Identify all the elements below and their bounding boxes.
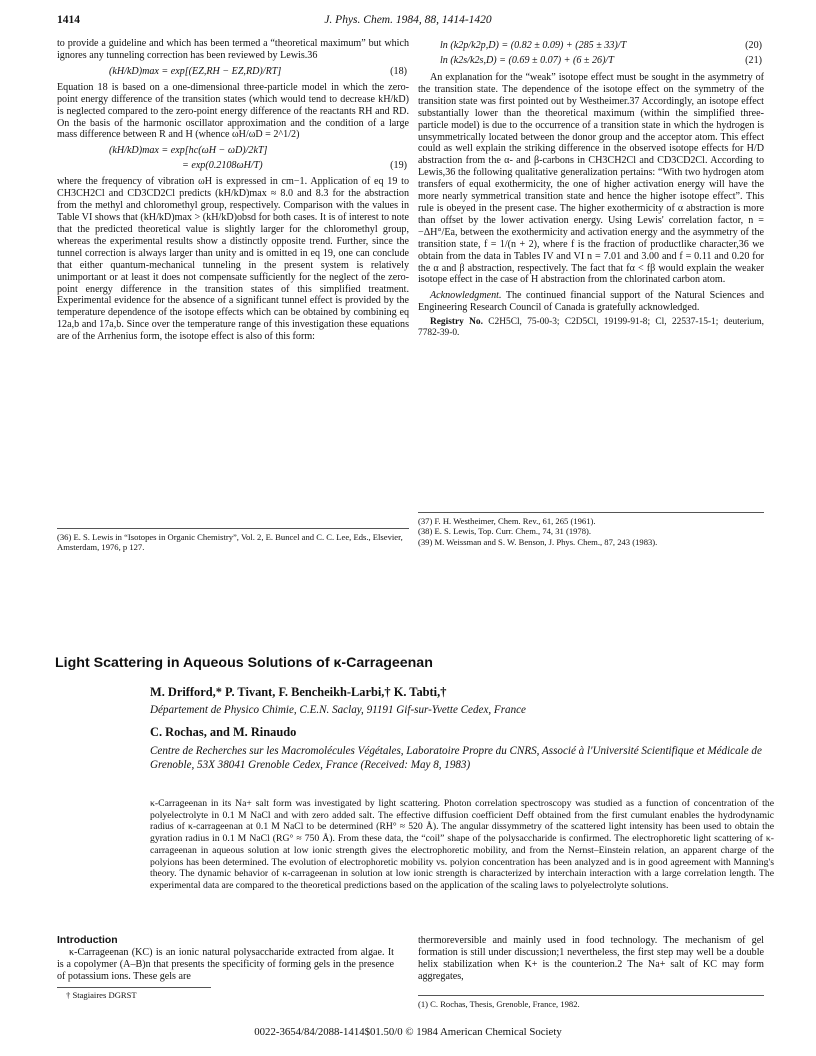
footnote-39: (39) M. Weissman and S. W. Benson, J. Phys. Chem., 87, 243 (1983). [418,536,658,547]
footnote-rule-left [57,528,409,529]
acknowledgment [418,290,764,314]
copyright-line: 0022-3654/84/2088-1414$01.50/0 © 1984 American Chemical Society [254,1026,562,1038]
acknowledgment-text: The continued financial support of the Natural Sciences and Engineering Research Council of Canada is gratefully acknowledged. [418,290,764,314]
footnote-38: (38) E. S. Lewis, Top. Curr. Chem., 74, 31 (1978). [418,526,592,537]
footnote-37: (37) F. H. Westheimer, Chem. Rev., 61, 265 (1961). [418,516,596,526]
equation-20 [418,38,764,53]
equation-18-formula: (kH/kD)max = exp[(EZ,RH − EZ,RD)/RT] [109,65,282,77]
equation-18 [57,64,409,79]
right-paragraph-1: An explanation for the “weak” isotope effect must be sought in the asymmetry of the transition state. The dependence of the isotope effect on the symmetry of the transition state was first pointed out by Westheimer.37 Accordingly, an isotope effect substantially lower than the theoretical maximum (within the simplified three-particle model) is due to the occurrence of a transition state in which the hydrogen is unsymmetrically located between the donor group and the acceptor atom. This effect could as well explain the striking difference in the observed isotope effects for H/D abstraction from the α- and β-carbons in CH3CH2Cl and CD3CD2Cl. According to Lewis,36 the following qualitative generalization pertains: “With two hydrogen atom transfers of equal exothermicity, the one of higher activation energy will have the more nearly symmetrical transition state and hence the higher isotope effect”. This rule is obeyed in the present case. The higher exothermicity of α abstraction is more than offset by the lower activation energy. Using Lewis' correlation factor, n = −ΔH°/Ea, between the exothermicity and activation energy and the asymmetry of the transition state, f = 1/(n + 2), where f is the fraction of productlike character,36 we obtain from the data in Tables IV and VI n = 7.01 and 3.00 and f = 0.11 and 0.20 for the α and β abstraction, respectively. The fact that fα < fβ would explain the weaker isotope effect in the case of H abstraction from the chlorinated carbon atom. [418,72,764,286]
abstract: κ-Carrageenan in its Na+ salt form was investigated by light scattering. Photon correlation spectroscopy was studied as a function of concentration of the polyelectrolyte in 0.1 M NaCl and with zero added salt. The effective diffusion coefficient Deff obtained from the first cumulant enables the hydrodynamic radius of κ-carrageenan at 0.1 M NaCl to be determined (RH° ≈ 520 Å). The angular dissymmetry of the scattered light intensity has been used to obtain the gyration radius in 0.1 M NaCl (RG° ≈ 750 Å). From these data, the “coil” shape of the polysaccharide is confirmed. The electrophoretic light scattering of κ-carrageenan in aqueous solution at low ionic strength gives the electrophoretic mobility, and from the Nernst–Einstein relation, an apparent charge of the polyions has been determined. The evolution of electrophoretic mobility vs. polyion concentration has been analyzed and is in good agreement with Manning's theory. The dynamic behavior of κ-carrageenan in solution at low ionic strength is characterized by interchain interaction with a large correlation length. The experimental data are compared to the theoretical predictions based on the application of the scaling laws to polyelectrolyte solutions. [150,798,774,891]
right-footnotes [418,516,764,547]
equation-19-number: (19) [390,160,407,172]
equation-20-number: (20) [745,40,762,51]
journal-header: J. Phys. Chem. 1984, 88, 1414-1420 [324,14,492,26]
footnote-rule-bottom-left [57,987,211,988]
footnote-rule-bottom-right [418,995,764,996]
equation-19-formula-b: = exp(0.2108ωH/T) [182,160,263,172]
introduction-heading: Introduction [57,935,118,946]
equation-19-line-a [57,143,409,158]
footnote-rule-right [418,512,764,513]
page-number: 1414 [57,14,80,26]
equation-21-number: (21) [745,55,762,66]
equation-21 [418,53,764,68]
introduction-right [418,935,764,983]
affiliation-1: Département de Physico Chimie, C.E.N. Saclay, 91191 Gif-sur-Yvette Cedex, France [150,704,526,716]
authors-group-1: M. Drifford,* P. Tivant, F. Bencheikh-Larbi,† K. Tabti,† [150,685,447,699]
introduction-right-text: thermoreversible and mainly used in food technology. The mechanism of gel formation is still under discussion;1 nevertheless, the first step may well be a double helix stabilization when K+ is the counterion.2 The Na+ salt of KC may form aggregates, [418,935,764,982]
footnote-dagger: † Stagiaires DGRST [66,990,137,1000]
left-paragraph-2: Equation 18 is based on a one-dimensional three-particle model in which the zero-point energy difference of the transition states (which would tend to decrease kH/kD) is neglected compared to the zero-point energy difference of the reactants RH and RD. On the basis of the harmonic oscillator approximation and the condition of a large mass difference between R and H (whence ωH/ωD = 2^1/2) [57,81,409,141]
left-column [57,38,409,343]
acknowledgment-label: Acknowledgment. [430,290,502,302]
authors-group-2: C. Rochas, and M. Rinaudo [150,725,297,739]
equation-19-formula-a: (kH/kD)max = exp[hc(ωH − ωD)/2kT] [109,145,268,157]
introduction-left [57,935,394,983]
affiliation-2: Centre de Recherches sur les Macromolécules Végétales, Laboratoire Propre du CNRS, Associé à l'Université Scientifique et Médicale de Grenoble, 53X 38041 Grenoble Cedex, France (Received: May 8, 1983) [150,745,762,771]
footnote-36: (36) E. S. Lewis in “Isotopes in Organic Chemistry”, Vol. 2, E. Buncel and C. C. Lee, Eds., Elsevier, Amsterdam, 1976, p 127. [57,532,403,553]
left-paragraph-1: to provide a guideline and which has been termed a “theoretical maximum” but which ignores any tunneling correction has been reviewed by Lewis.36 [57,38,409,61]
footnote-1: (1) C. Rochas, Thesis, Grenoble, France, 1982. [418,999,580,1009]
equation-20-formula: ln (k2p/k2p,D) = (0.82 ± 0.09) + (285 ± 33)/T [440,40,627,51]
left-footnotes [57,532,409,553]
article-title: Light Scattering in Aqueous Solutions of κ-Carrageenan [55,655,433,671]
right-column [418,38,764,339]
registry-label: Registry No. [430,317,483,328]
equation-18-number: (18) [390,65,407,77]
introduction-left-text: κ-Carrageenan (KC) is an ionic natural polysaccharide extracted from algae. It is a copolymer (A–B)n that presents the specificity of forming gels in the presence of potassium ions. These gels are [57,946,394,982]
left-paragraph-3: where the frequency of vibration ωH is expressed in cm−1. Application of eq 19 to CH3CH2Cl and CD3CD2Cl predicts (kH/kD)max ≈ 8.0 and 8.3 for the abstraction from the methyl and chloromethyl group, respectively. Comparison with the values in Table VI shows that (kH/kD)max > (kH/kD)obsd for both cases. It is of interest to note that the predicted theoretical value is slightly larger for the chloromethyl group, whereas the experimental results show a distinctly opposite trend. Further, since the tunnel correction is always larger than unity and is omitted in eq 19, one can conclude that either quantum-mechanical tunneling in the present system is relatively unimportant or at least it does not compensate sufficiently for the neglect of the zero-point energy difference in the transition states of this simplified treatment. Experimental evidence for the absence of a significant tunnel effect is provided by the temperature dependence of the isotope effects which can be obtained by combining eq 12a,b and 17a,b. Since over the temperature range of this investigation these equations are of the Arrhenius form, the isotope effect is also of this form: [57,176,409,343]
registry-text: C2H5Cl, 75-00-3; C2D5Cl, 19199-91-8; Cl, 22537-15-1; deuterium, 7782-39-0. [418,317,764,339]
registry-numbers [418,317,764,339]
equation-19-line-b [57,158,409,173]
equation-21-formula: ln (k2s/k2s,D) = (0.69 ± 0.07) + (6 ± 26)/T [440,55,614,66]
